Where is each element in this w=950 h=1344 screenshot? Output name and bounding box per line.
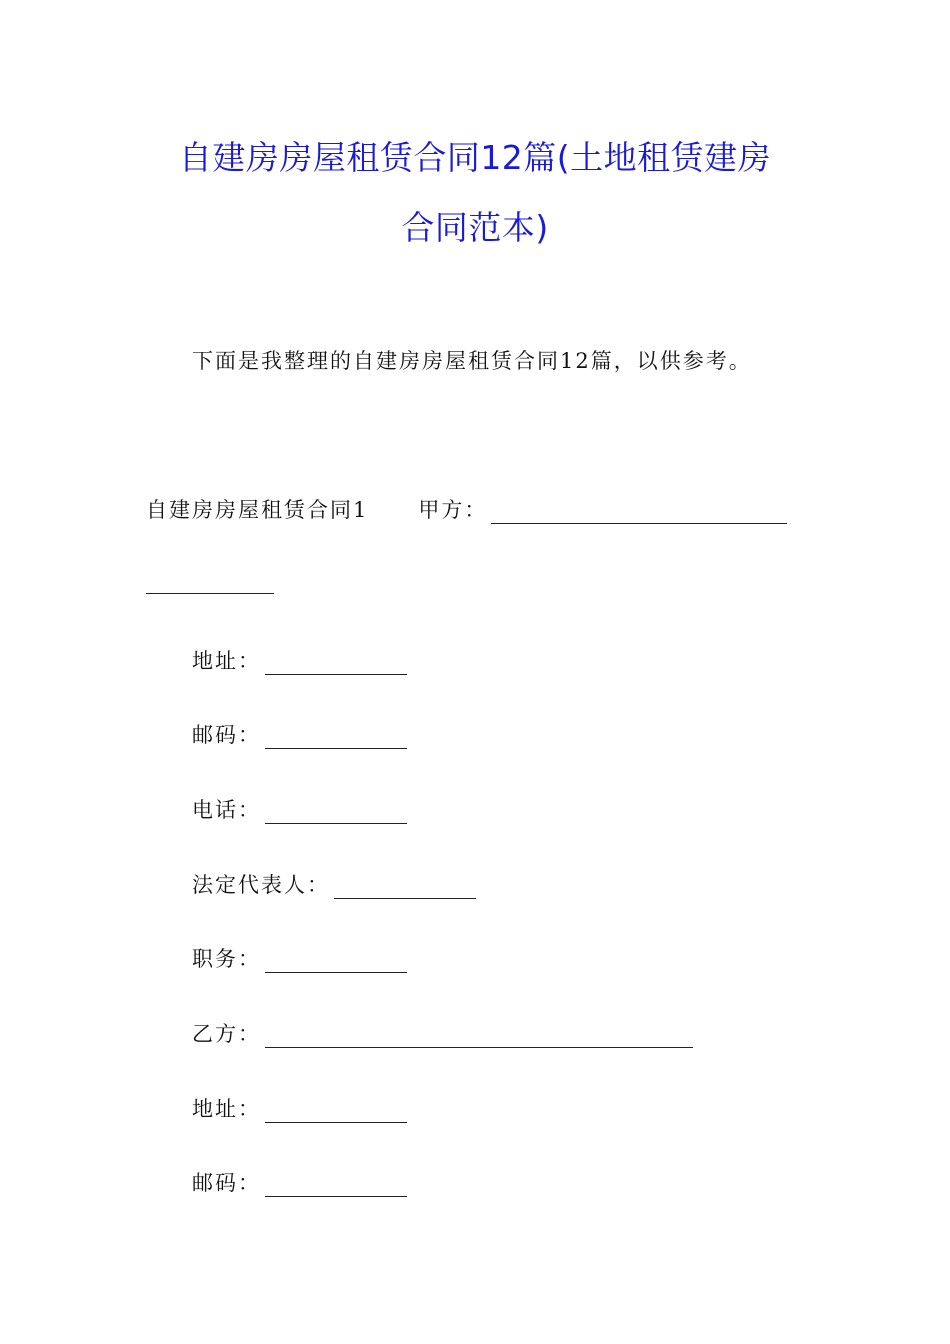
field-row-phone-a [192, 794, 407, 824]
field-label: 地址： [192, 1097, 261, 1121]
field-label: 乙方： [192, 1022, 261, 1046]
document-title-line-1: 自建房房屋租赁合同12篇(土地租赁建房 [178, 138, 772, 177]
field-row-address-a [192, 645, 407, 675]
field-blank [265, 952, 407, 973]
field-row-position-a [192, 943, 407, 973]
field-label: 法定代表人： [192, 873, 330, 897]
field-blank [265, 654, 407, 675]
field-blank [265, 1176, 407, 1197]
field-blank [265, 728, 407, 749]
field-blank [265, 1027, 693, 1048]
field-row-postcode-a [192, 719, 407, 749]
field-blank [265, 1102, 407, 1123]
field-row-address-b [192, 1093, 407, 1123]
field-blank [334, 878, 476, 899]
contract-section-name: 自建房房屋租赁合同1 [146, 498, 369, 522]
field-label: 地址： [192, 649, 261, 673]
party-a-label: 甲方： [418, 498, 488, 522]
party-a-blank-continuation [146, 593, 274, 594]
contract-heading-row [146, 494, 787, 524]
field-blank [265, 803, 407, 824]
field-label: 职务： [192, 947, 261, 971]
field-row-legal-rep-a [192, 869, 476, 899]
field-row-postcode-b [192, 1167, 407, 1197]
document-title-line-2: 合同范本) [401, 208, 549, 247]
field-label: 邮码： [192, 1171, 261, 1195]
field-label: 邮码： [192, 723, 261, 747]
party-a-blank [491, 503, 787, 524]
field-row-party-b [192, 1018, 693, 1048]
field-label: 电话： [192, 798, 261, 822]
intro-paragraph: 下面是我整理的自建房房屋租赁合同12篇，以供参考。 [192, 349, 752, 373]
